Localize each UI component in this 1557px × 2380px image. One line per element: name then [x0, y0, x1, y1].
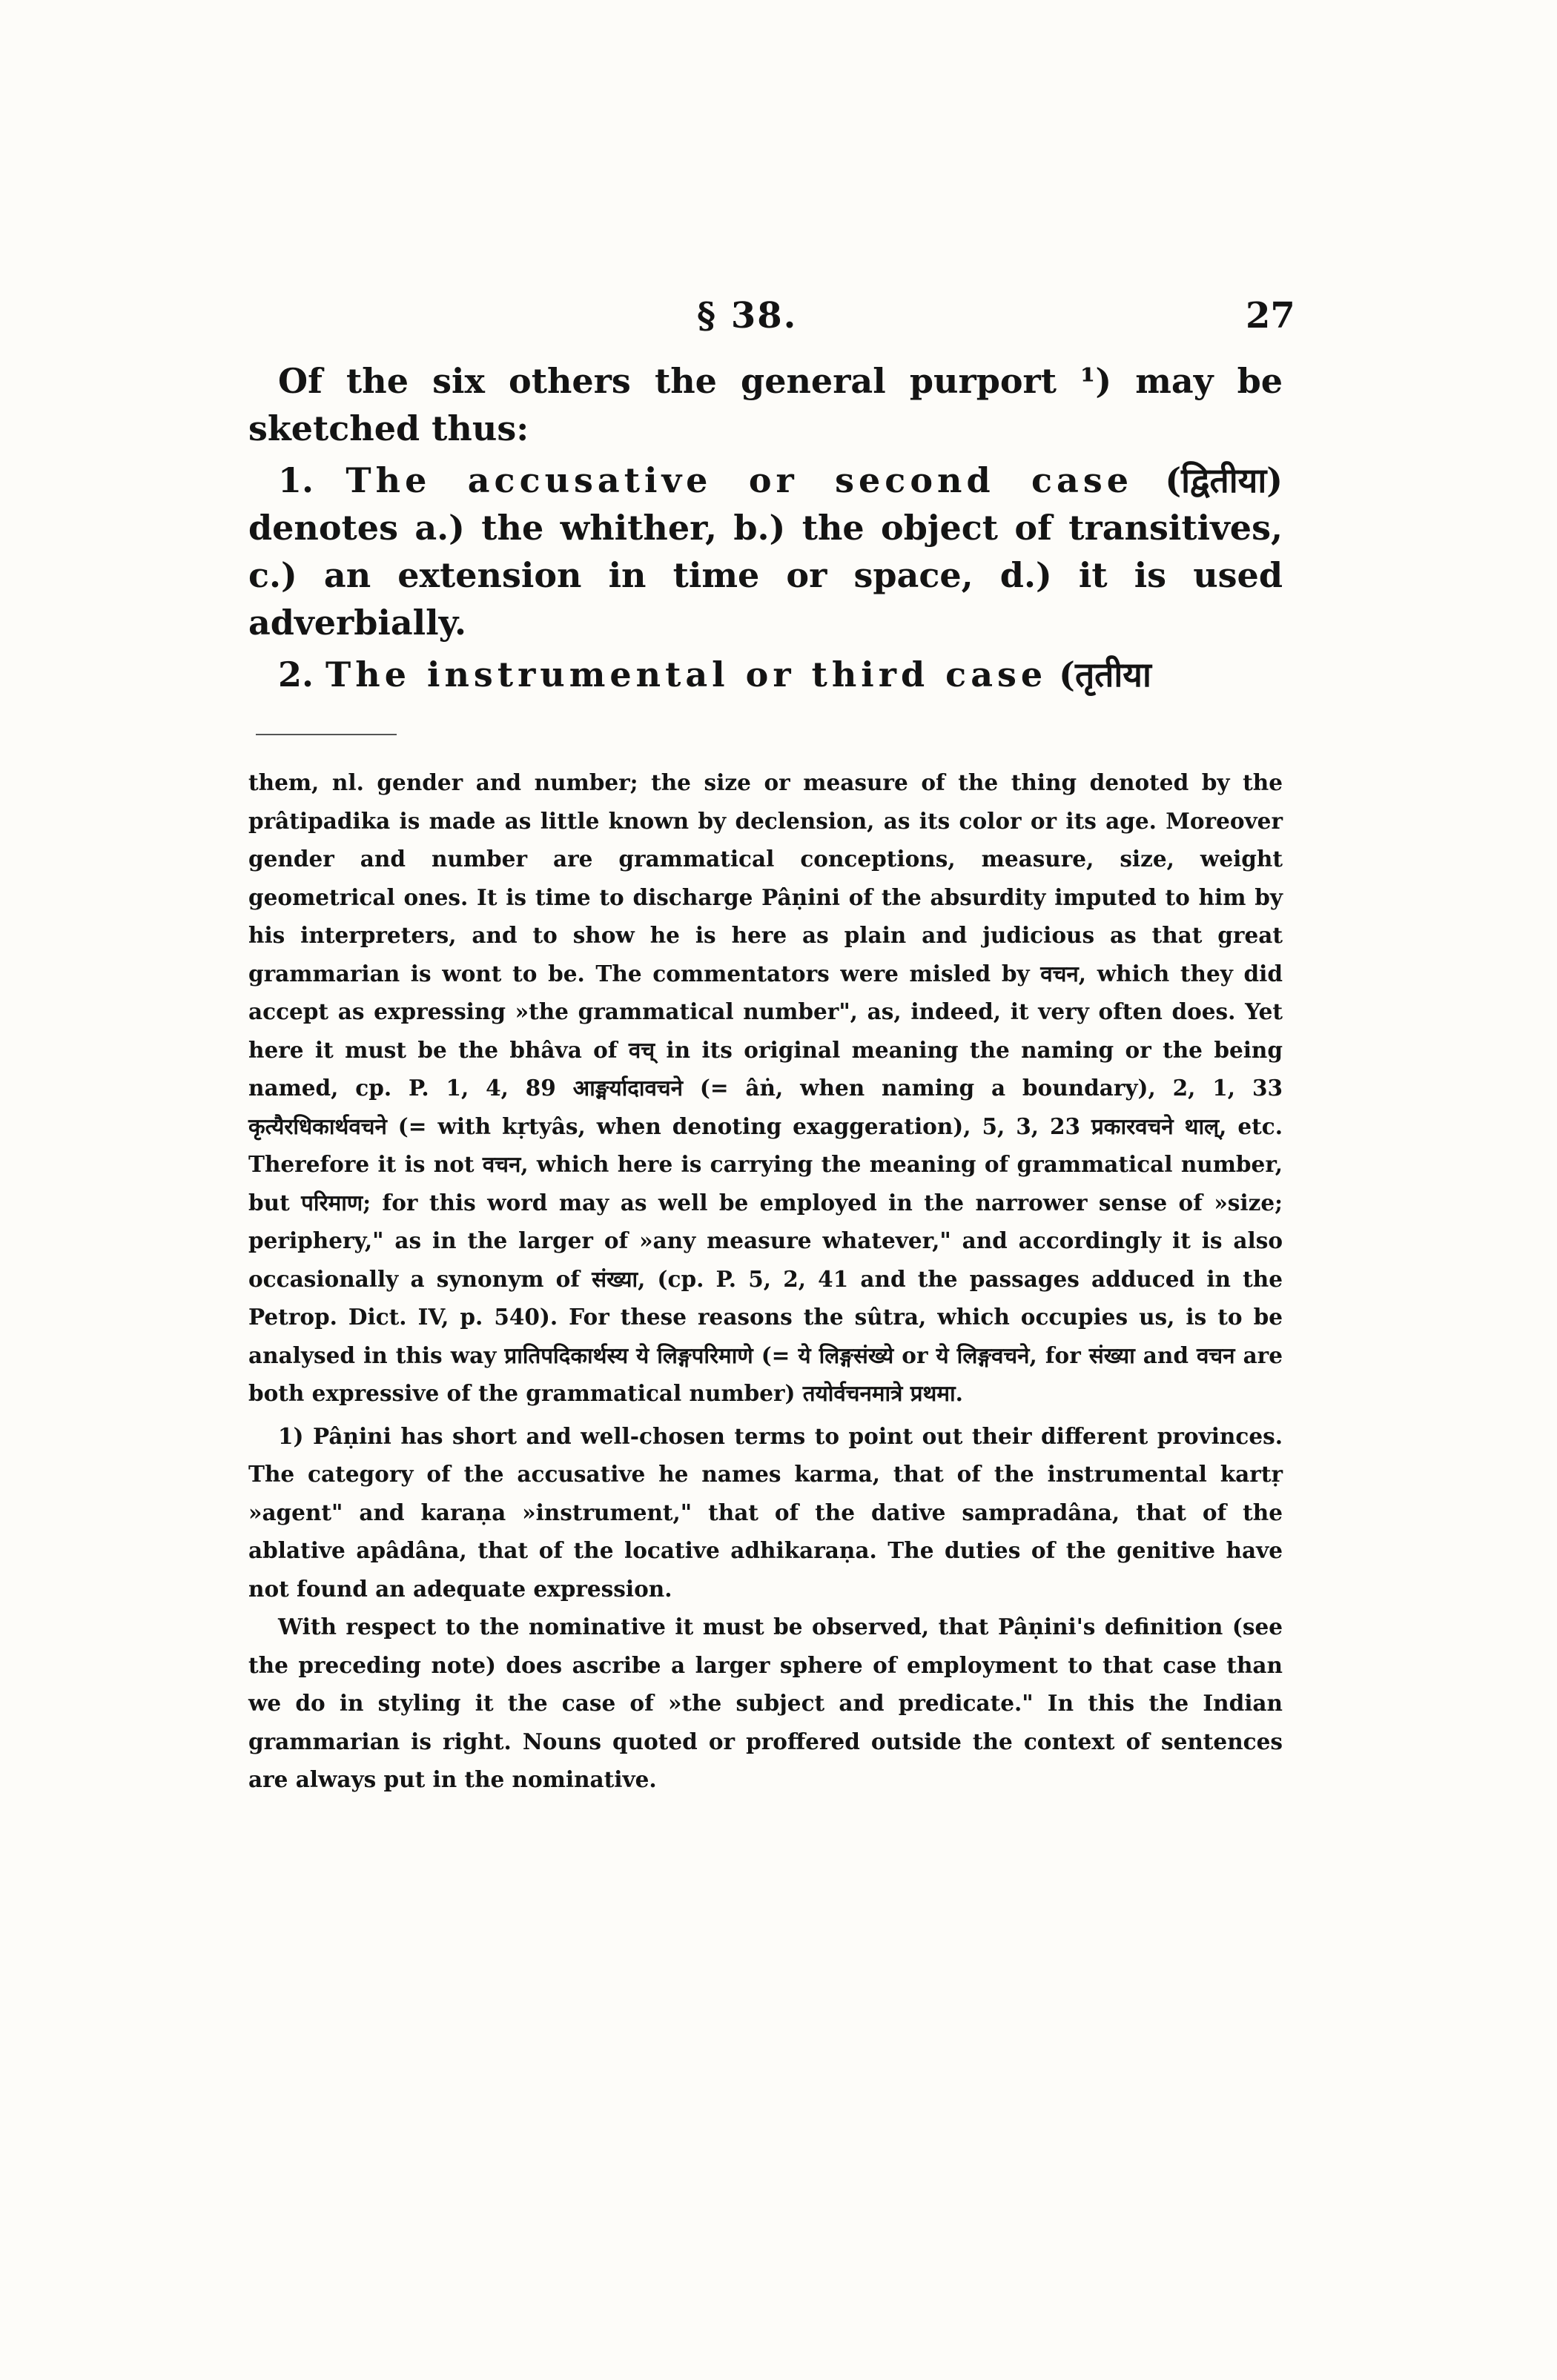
case-label: The instrumental or third case: [325, 654, 1048, 695]
footnote-1-continued: With respect to the nominative it must be observed, that Pâṇini's definition (see the preceding note) does ascribe a larger sphere of employment to that case than we do in styling it the case of »the subject and predicate." In this the Indian grammarian is right. Nouns quoted or proffered outside the context of sentences are always put in the nominative.: [248, 1614, 1283, 1792]
case-label: The accusative or second case: [346, 460, 1133, 500]
case-item-accusative: [248, 457, 1283, 646]
item-number: 1.: [278, 460, 346, 500]
section-number: § 38.: [697, 295, 798, 337]
item-number: 2.: [278, 654, 326, 695]
footnotes: [248, 763, 1283, 1799]
footnote-continuation: them, nl. gender and number; the size or measure of the thing denoted by the prâtipadika is made as little known by declension, as its color or its age. Moreover gender and number are grammatical conceptions, measure, size, weight geometrical ones. It is time to discharge Pâṇini of the absurdity imputed to him by his interpreters, and to show he is here as plain and judicious as that great grammarian is wont to be. The commentators were misled by वचन, which they did accept as expressing »the grammatical number", as, indeed, it very often does. Yet here it must be the bhâva of वच् in its original meaning the naming or the being named, cp. P. 1, 4, 89 आङ्मर्यादावचने (= âṅ, when naming a boundary), 2, 1, 33 कृत्यैरधिकार्थवचने (= with kṛtyâs, when denoting exaggeration), 5, 3, 23 प्रकारवचने थाल्, etc. Therefore it is not वचन, which here is carrying the meaning of grammatical number, but परिमाण; for this word may as well be employed in the narrower sense of »size; periphery," as in the larger of »any measure whatever," and accordingly it is also occasionally a synonym of संख्या, (cp. P. 5, 2, 41 and the passages adduced in the Petrop. Dict. IV, p. 540). For these reasons the sûtra, which occupies us, is to be analysed in this way प्रातिपदिकार्थस्य ये लिङ्गपरिमाणे (= ये लिङ्गसंख्ये or ये लिङ्गवचने, for संख्या and वचन are both expressive of the grammatical number) तयोर्वचनमात्रे प्रथमा.: [248, 769, 1283, 1406]
main-text: [248, 357, 1283, 703]
intro-paragraph: Of the six others the general purport ¹) may be sketched thus:: [248, 361, 1283, 448]
footnote-1: [248, 1417, 1283, 1608]
case-item-instrumental: [248, 651, 1283, 698]
running-head: [0, 295, 1557, 339]
footnote-number: 1): [278, 1422, 314, 1449]
page-number: 27: [1246, 295, 1295, 337]
case-description: (तृतीया: [1047, 654, 1151, 695]
footnote-text: Pâṇini has short and well-chosen terms to point out their different provinces. The category of the accusative he names karma, that of the instrumental kartṛ »agent" and karaṇa »instrument," that of the dative sampradâna, that of the ablative apâdâna, that of the locative adhikaraṇa. The duties of the genitive have not found an adequate expression.: [248, 1422, 1283, 1602]
case-description: (द्वितीया) denotes a.) the whither, b.) the object of transitives, c.) an extension in time or space, d.) it is used adverbially.: [248, 460, 1283, 643]
footnote-separator: [256, 734, 397, 735]
